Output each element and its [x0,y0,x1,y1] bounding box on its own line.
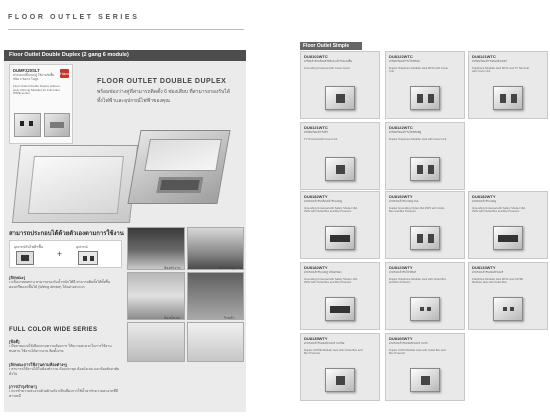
outlet-open-image [127,130,230,204]
card-code: DU8182WTY [304,194,328,199]
card-desc-thai: ฝาครอบเต้ารับโทรศัพท์ [389,271,416,274]
socket-icon [330,306,350,313]
outlet-plate-image [493,86,523,110]
product-card [300,262,380,330]
outlet-plate-image [410,226,440,250]
block-text: • สามารถใช้งานได้ในห้องทำงาน ห้องประชุม ห้องนั่งเล่น และห้องพักอาศัย ทั่วไป [9,367,120,376]
outlet-plate-image [325,368,355,392]
outlet-plate-image [410,368,440,392]
card-desc-thai: ฝาครอบเต้ารับคอมพิวเตอร์ CAT6 [389,342,428,345]
card-desc-thai: ฝาปิดพร้อมเต้ารับทีวี [304,131,328,134]
photo-hall [187,227,244,270]
socket-icon [336,165,345,174]
card-desc-thai: ฝาครอบเต้ารับแบบคู่ 16A [389,200,419,203]
hero-title: FLOOR OUTLET DOUBLE DUPLEX [97,78,227,85]
card-code: DU8122WTC [389,54,413,59]
product-desc-en: Floor Outlet Double Duplex without body (Strong Module) for Full Color WIDE series [13,84,60,96]
config-heading: สามารถประกอบได้ด้วยตัวเองตามการใช้งาน [9,231,124,237]
card-code: DU8121WTC [304,125,328,130]
card-desc-thai: ฝาครอบเต้ารับแบบคู่ พร้อมกล่อง [304,271,342,274]
section-label-simple: Floor Outlet Simple [300,42,362,50]
card-code: DU8123WTY [389,265,413,270]
card-code: DU8182WTY [304,265,328,270]
card-desc-thai: ฝาครอบเต้ารับพร้อมเต้ารับแบบคู่ [304,200,342,203]
socket-icon [503,307,507,311]
card-desc-en: Duplex Telephone Modular Jack with Cover Unit [389,138,447,141]
product-card [468,51,548,119]
card-code: DU8182WTY [472,194,496,199]
outlet-closed-image [12,145,138,223]
left-page [4,50,246,412]
series-title: FULL COLOR WIDE SERIES [9,327,98,333]
product-card [300,51,380,119]
card-code: DU8135WTY [304,336,328,341]
photo-room-a [127,322,185,362]
module-icon [16,251,34,265]
outlet-plate-image [493,297,523,321]
product-card [300,333,380,401]
socket-icon [336,376,345,385]
card-desc-en: Telephone Modular Jack 6P4C and TV Terminal with Cover Unit [472,67,529,74]
brand-logo: Haco [60,71,70,76]
photo-caption: ห้องทำงาน [164,266,181,270]
socket-icon [417,94,423,103]
outlet-plate-image [325,157,355,181]
card-desc-thai: ฝาปิดเต้ารับพร้อมสวิตช์และเต้ารับแบบพื้น [304,60,353,63]
socket-icon [417,234,423,243]
card-code: DU8133WTY [472,265,496,270]
photo-caption: ห้องนั่งเล่น [164,316,180,320]
photo-caption: ห้องประชุม [219,266,236,270]
product-card [468,191,548,259]
block-heading: [ลักษณะ] [9,275,26,280]
socket-icon [420,307,424,311]
product-card [385,262,465,330]
block-heading: [ข้อดี] [9,339,20,344]
config-right-label: อุปกรณ์ [76,245,88,249]
socket-icon [421,376,430,385]
photo-room-b [187,322,244,362]
card-code: DU8102WTC [304,54,328,59]
card-desc-en: Duplex CAT5E Modular Jack with Outlet Box and Box Protector [304,349,363,356]
page-title: FLOOR OUTLET SERIES [8,14,140,21]
product-card [300,191,380,259]
block-text: • ควรทำความสะอาดด้วยผ้าแห้ง หลีกเลี่ยงการใช้น้ำยาทำความสะอาดที่มีสารเคมี [9,389,119,398]
outlet-plate-image [325,226,355,250]
outlet-plate-image [410,297,440,321]
card-desc-thai: ฝาปิดพร้อมเต้ารับโทรศัพท์คู่ [389,131,422,134]
card-desc-thai: ฝาปิดพร้อมเต้ารับโทรศัพท์ [389,60,420,63]
product-card [300,122,380,190]
photo-shop [187,272,244,320]
card-code: DU8192WTY [389,194,413,199]
product-image-open [44,113,70,137]
block-text: • มีหลายแบบให้เลือกตามความต้องการ ให้ความสะดวกในการใช้งาน ทนทาน ใช้งานได้ยาวนาน ติดตั้งง่าย [9,344,112,353]
socket-icon [417,165,423,174]
card-code: DU8122WTC [389,125,413,130]
config-left-label: อุปกรณ์รับไฟฟ้าพื้น [14,245,44,249]
photo-living [127,272,185,320]
config-diagram [9,240,122,268]
card-desc-en: Grounding Universal with Safety Shutter 16A 250V with Outlet Box and Box Protector [472,207,526,214]
outlet-plate-image [410,157,440,181]
socket-icon [330,235,350,242]
card-desc-en: Duplex Telephone Modular Jack with Outlet Box and Box Protector [389,278,447,285]
page-header [0,0,550,40]
card-code: DU8121WTC [472,54,496,59]
product-card [385,333,465,401]
card-desc-en: Grounding Universal with Cover Cover [304,67,350,70]
block-text: • แข็งแรงทนทาน สามารถรองรับน้ำหนักได้ดี สามารถติดตั้งได้ทั้งพื้นคอนกรีตและพื้นไม้ (Wiring device) ได้อย่างสะดวก [9,280,111,289]
product-image-closed [14,113,41,137]
product-code: DUMF220SLT [13,68,40,73]
card-desc-thai: ฝาครอบเต้ารับคอมพิวเตอร์ CAT5E [304,342,345,345]
hero-description: พร้อมช่องว่างคู่ที่สามารถติดตั้ง 6 ช่องเสียบ ที่สามารถรองรับได้ทั้งไฟฟ้าและอุปกรณ์ไฟฟ้าของคุณ [97,89,231,104]
socket-icon [500,94,506,103]
product-card [385,122,465,190]
card-code: DU8166WTY [389,336,413,341]
outlet-plate-image [325,86,355,110]
card-desc-en: TV Terminal with Cover Unit [304,138,338,141]
card-desc-en: Telephone Modular Jack 6P4C and CAT5E Modular Jack with Outlet Box [472,278,524,285]
socket-icon [498,235,518,242]
block-heading: [ลักษณะการใช้งานตามห้องต่างๆ] [9,362,67,367]
product-card [468,262,548,330]
section-bar: Floor Outlet Double Duplex (2 gang 6 module) [4,50,246,61]
plus-icon: + [57,249,63,259]
product-desc-thai: ฝาครอบปลั๊กแบบคู่ ใช้งานกับพื้น ชนิด 2 ช่อง 6 โมดูล [13,73,55,81]
photo-caption: ร้านค้า [224,316,235,320]
card-desc-thai: ฝาครอบเต้ารับคอมพิวเตอร์ [472,271,504,274]
card-desc-thai: ฝาครอบเต้ารับแบบคู่ [472,200,496,203]
card-desc-en: Grounding Universal with Safety Shutter 16A 250V with Outlet Box and Box Protector [304,278,358,285]
block-heading: [การบำรุงรักษา] [9,384,37,389]
card-desc-en: Grounding Universal with Safety Shutter 16A 250V with Outlet Box and Box Protector [304,207,358,214]
header-divider [8,29,244,30]
socket-module-icon [78,251,98,265]
outlet-plate-image [410,86,440,110]
product-card [385,51,465,119]
card-desc-thai: ฝาปิดพร้อมเต้ารับคอมพิวเตอร์ [472,60,507,63]
product-card [385,191,465,259]
socket-icon [336,94,345,103]
outlet-plate-image [325,297,355,321]
photo-office [127,227,185,270]
card-desc-en: Duplex CAT6 Modular Jack with Outlet Box and Box Protector [389,349,446,356]
product-box [9,64,73,144]
card-desc-en: Duplex Grounding Outlet 16A 250V with Outlet Box and Box Protector [389,207,445,214]
outlet-plate-image [493,226,523,250]
card-desc-en: Duplex Telephone Modular Jack 6P4C with Cover Unit [389,67,449,74]
